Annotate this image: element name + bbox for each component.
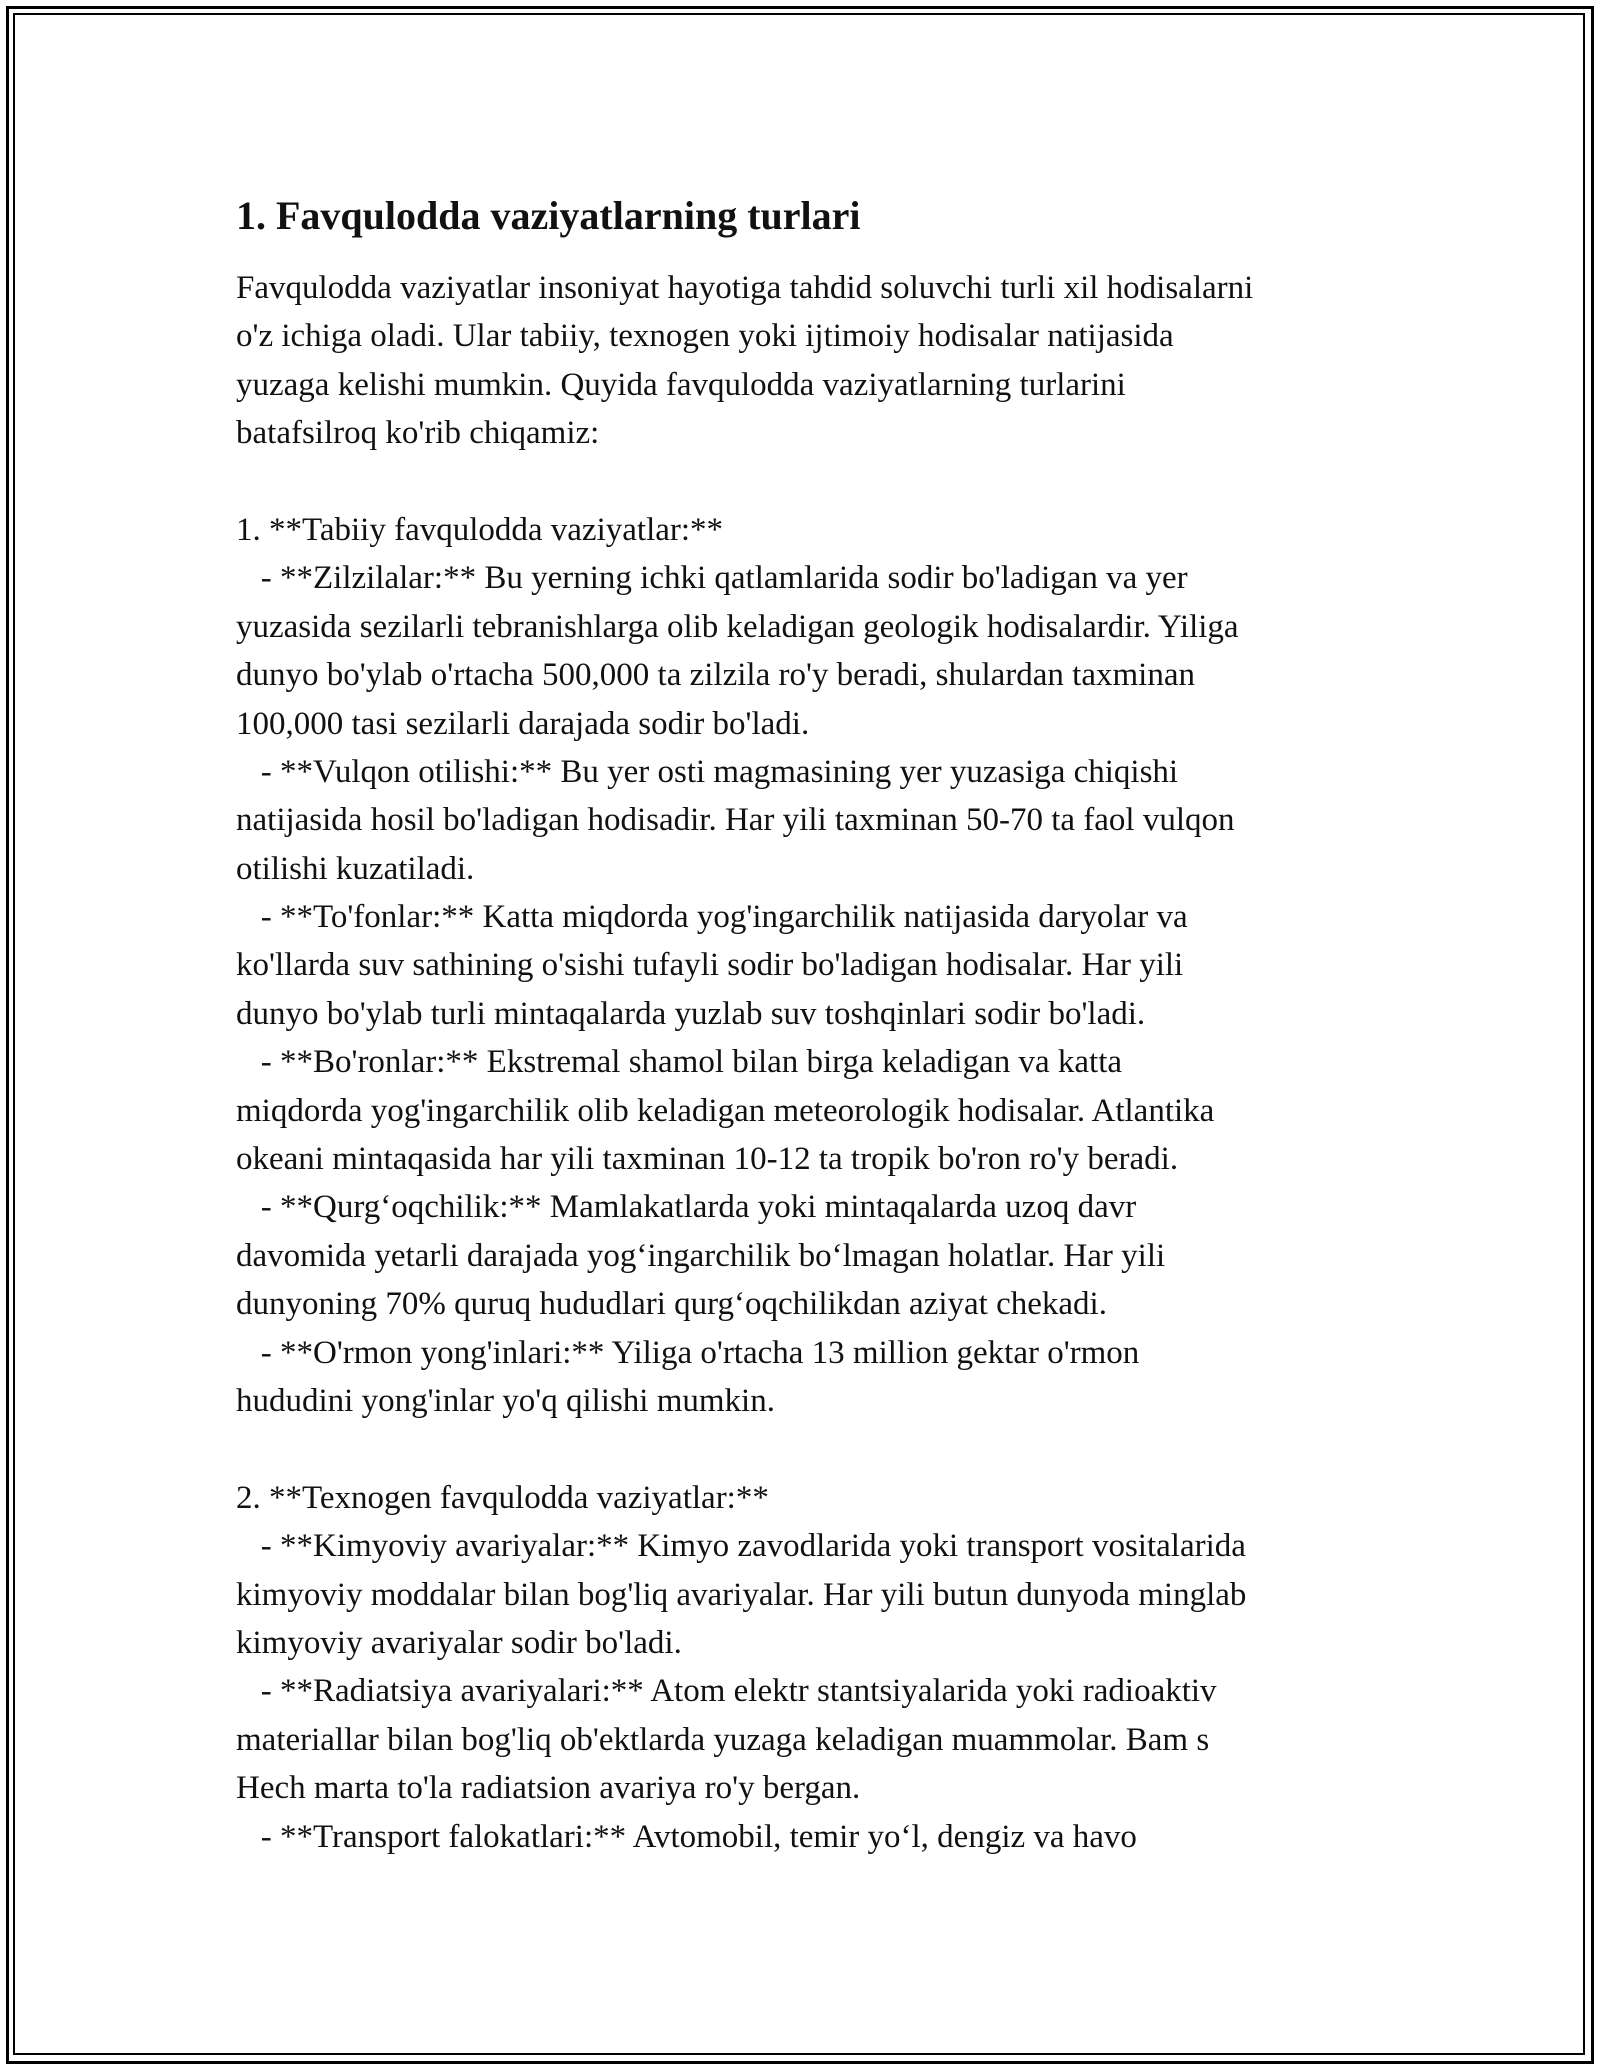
text-line: 100,000 tasi sezilarli darajada sodir bo'ladi. bbox=[236, 705, 810, 742]
section-heading: 1. Favqulodda vaziyatlarning turlari bbox=[236, 193, 861, 238]
text-line: hududini yong'inlar yo'q qilishi mumkin. bbox=[236, 1382, 775, 1419]
text-line: Hech marta to'la radiatsion avariya ro'y bergan. bbox=[236, 1770, 861, 1807]
text-line: kimyoviy moddalar bilan bog'liq avariyalar. Har yili butun dunyoda minglab bbox=[236, 1576, 1247, 1613]
text-line: 1. **Tabiiy favqulodda vaziyatlar:** bbox=[236, 511, 724, 548]
text-line: batafsilroq ko'rib chiqamiz: bbox=[236, 415, 600, 452]
text-line: - **Vulqon otilishi:** Bu yer osti magmasining yer yuzasiga chiqishi bbox=[236, 753, 1179, 790]
text-line: miqdorda yog'ingarchilik olib keladigan meteorologik hodisalar. Atlantika bbox=[236, 1092, 1215, 1129]
text-line: yuzasida sezilarli tebranishlarga olib keladigan geologik hodisalardir. Yiliga bbox=[236, 608, 1239, 645]
text-line: - **Radiatsiya avariyalari:** Atom elektr stantsiyalarida yoki radioaktiv bbox=[236, 1673, 1217, 1710]
text-line: - **Qurg‘oqchilik:** Mamlakatlarda yoki mintaqalarda uzoq davr bbox=[236, 1189, 1137, 1226]
text-line: - **O'rmon yong'inlari:** Yiliga o'rtacha 13 million gektar o'rmon bbox=[236, 1334, 1140, 1371]
text-line: kimyoviy avariyalar sodir bo'ladi. bbox=[236, 1624, 682, 1661]
text-line: - **Transport falokatlari:** Avtomobil, temir yo‘l, dengiz va havo bbox=[236, 1818, 1137, 1855]
text-line: Favqulodda vaziyatlar insoniyat hayotiga tahdid soluvchi turli xil hodisalarni bbox=[236, 270, 1254, 306]
text-line bbox=[236, 458, 1386, 506]
document-body bbox=[236, 188, 1386, 1861]
text-line: dunyo bo'ylab turli mintaqalarda yuzlab suv toshqinlari sodir bo'ladi. bbox=[236, 995, 1146, 1032]
text-line bbox=[236, 1425, 1386, 1473]
text-line: dunyo bo'ylab o'rtacha 500,000 ta zilzila ro'y beradi, shulardan taxminan bbox=[236, 657, 1195, 694]
text-line: materiallar bilan bog'liq ob'ektlarda yuzaga keladigan muammolar. Bam s bbox=[236, 1721, 1210, 1758]
document-text bbox=[236, 264, 1386, 1861]
text-line: okeani mintaqasida har yili taxminan 10-12 ta tropik bo'ron ro'y beradi. bbox=[236, 1141, 1179, 1178]
text-line: otilishi kuzatiladi. bbox=[236, 850, 475, 887]
text-line: - **Kimyoviy avariyalar:** Kimyo zavodlarida yoki transport vositalarida bbox=[236, 1528, 1246, 1565]
text-line: 2. **Texnogen favqulodda vaziyatlar:** bbox=[236, 1479, 769, 1516]
text-line: - **Zilzilalar:** Bu yerning ichki qatlamlarida sodir bo'ladigan va yer bbox=[236, 560, 1188, 597]
text-line: ko'llarda suv sathining o'sishi tufayli sodir bo'ladigan hodisalar. Har yili bbox=[236, 947, 1184, 984]
text-line: yuzaga kelishi mumkin. Quyida favqulodda vaziyatlarning turlarini bbox=[236, 366, 1126, 403]
text-line: davomida yetarli darajada yog‘ingarchilik bo‘lmagan holatlar. Har yili bbox=[236, 1237, 1166, 1274]
text-line: natijasida hosil bo'ladigan hodisadir. Har yili taxminan 50-70 ta faol vulqon bbox=[236, 802, 1235, 839]
text-line: dunyoning 70% quruq hududlari qurg‘oqchilikdan aziyat chekadi. bbox=[236, 1286, 1107, 1323]
text-line: o'z ichiga oladi. Ular tabiiy, texnogen yoki ijtimoiy hodisalar natijasida bbox=[236, 318, 1174, 355]
text-line: - **To'fonlar:** Katta miqdorda yog'ingarchilik natijasida daryolar va bbox=[236, 899, 1188, 936]
text-line: - **Bo'ronlar:** Ekstremal shamol bilan birga keladigan va katta bbox=[236, 1044, 1123, 1081]
